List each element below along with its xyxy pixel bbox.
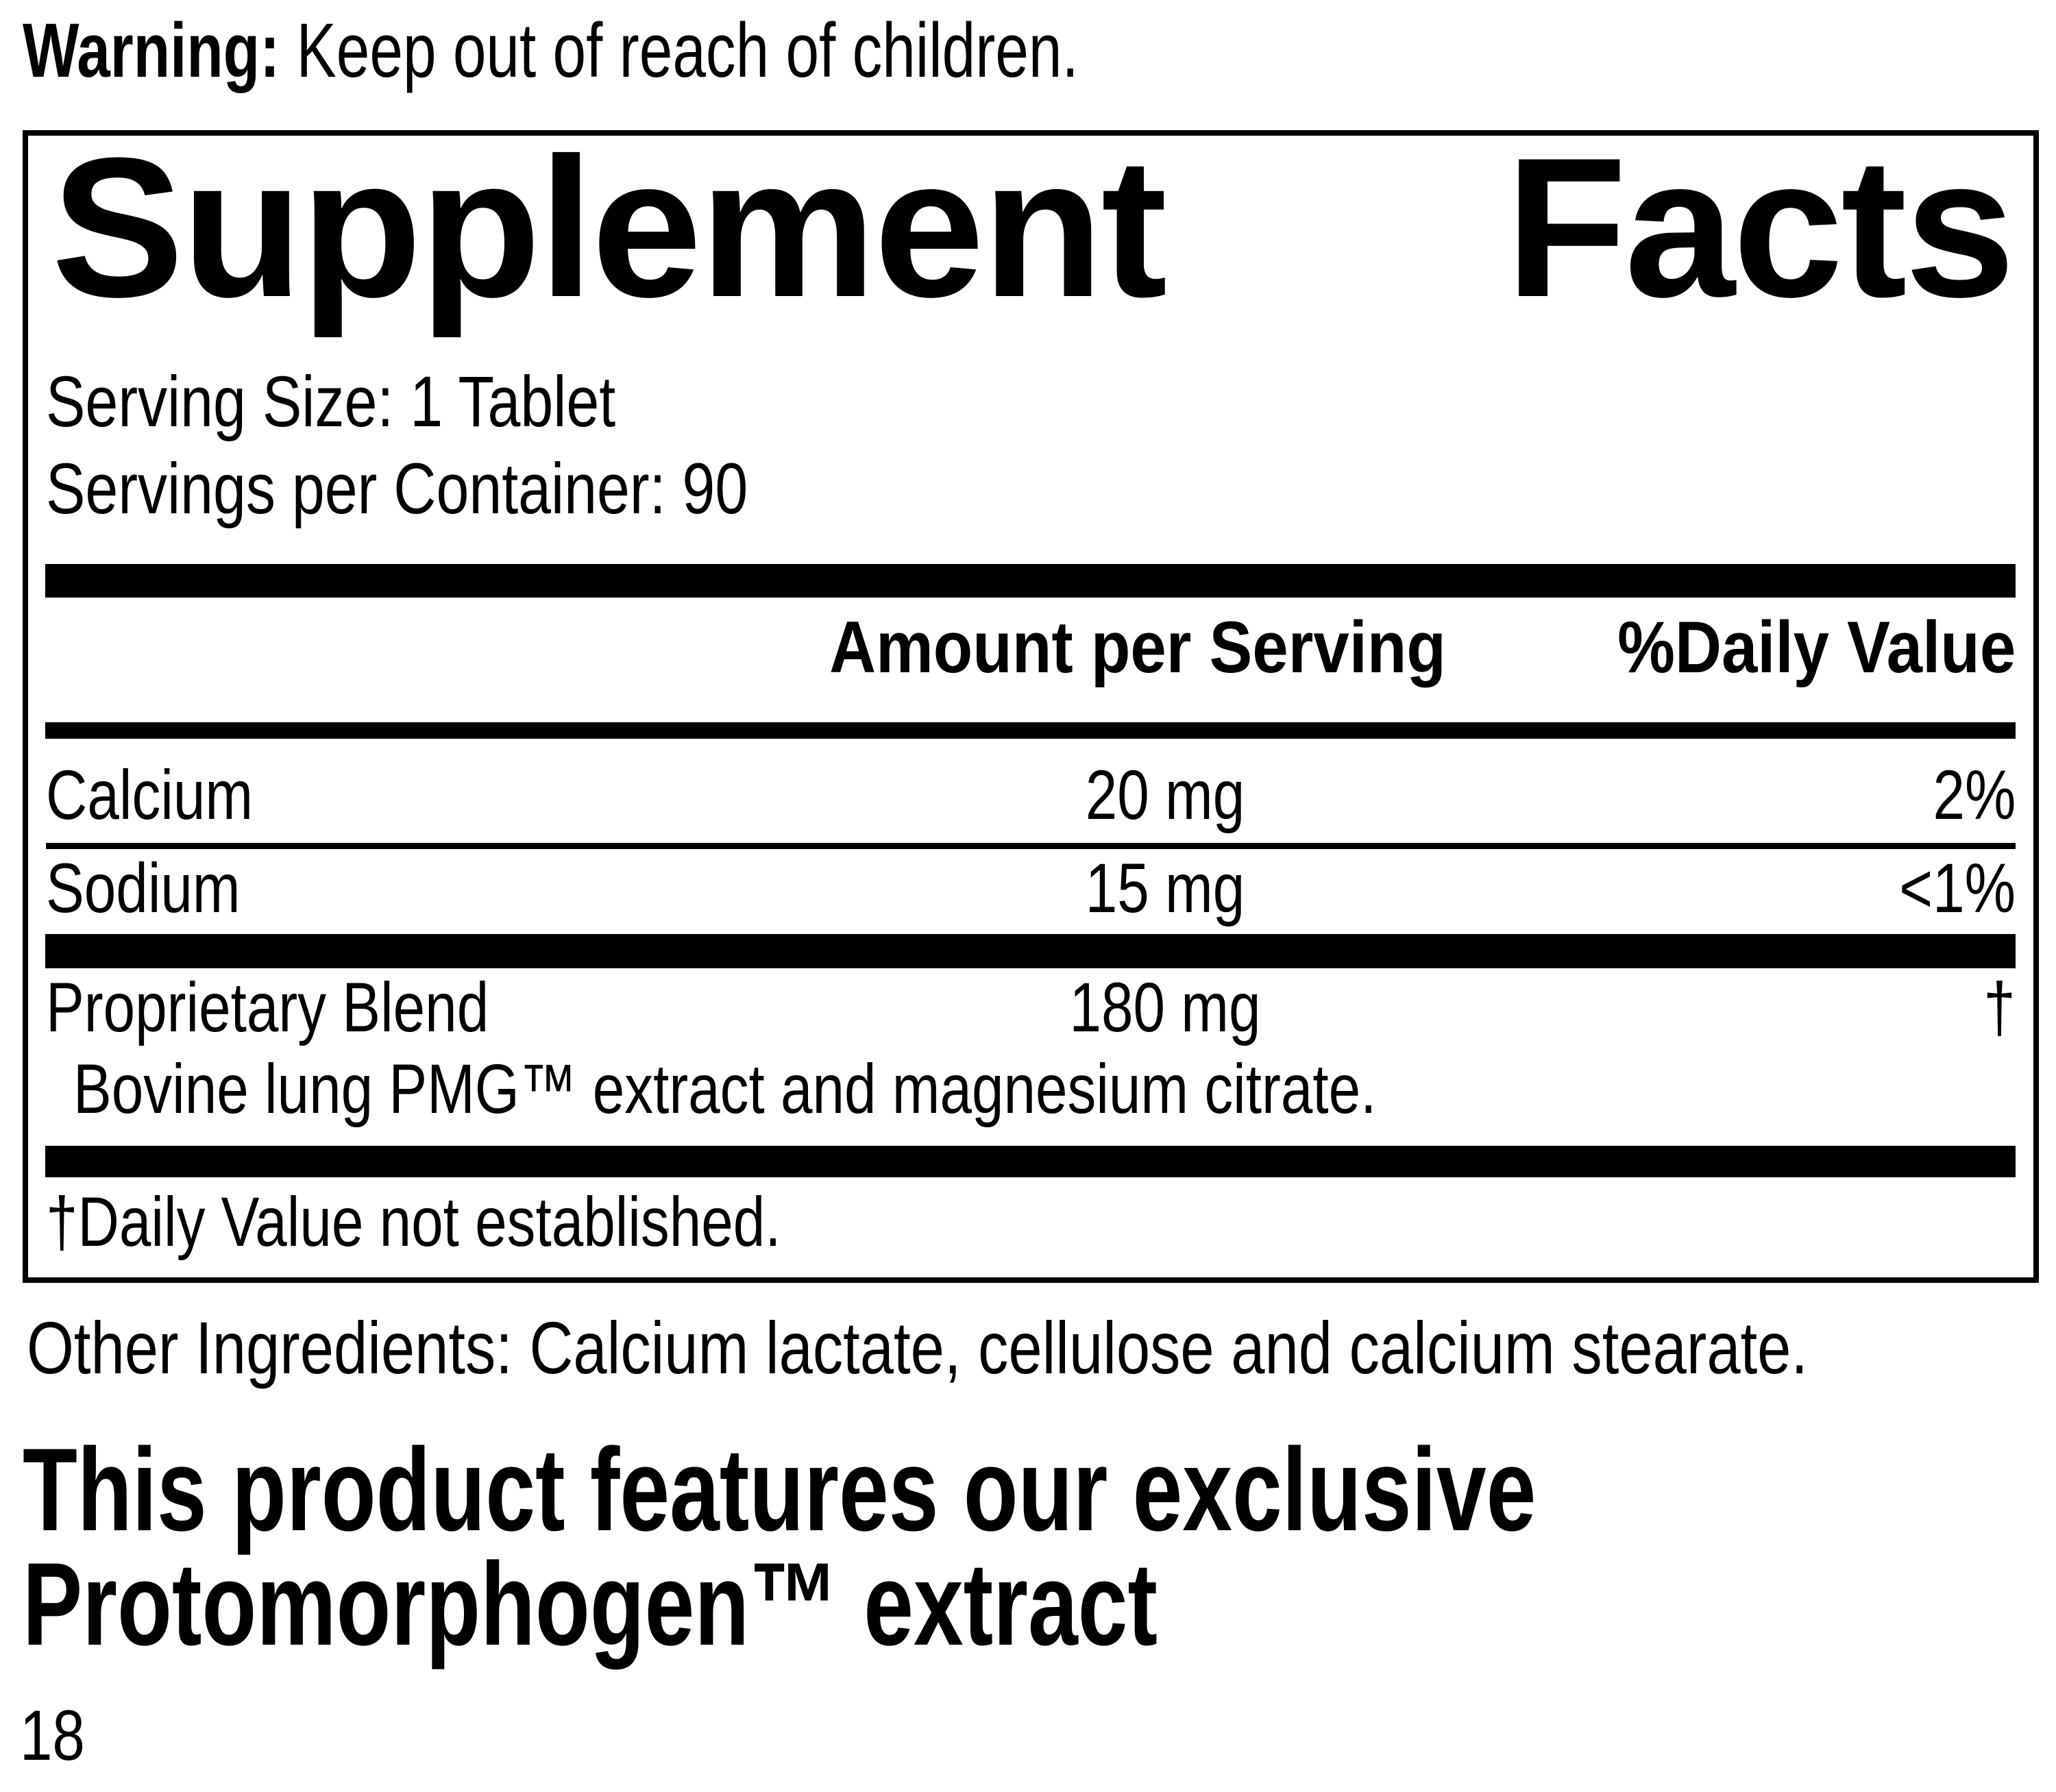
column-header-amount: Amount per Serving <box>829 606 1446 688</box>
nutrient-amount-calcium: 20 mg <box>1085 756 1245 834</box>
nutrient-dv-proprietary-blend: † <box>1983 968 2016 1046</box>
thick-rule-bottom <box>45 1146 2016 1177</box>
panel-title-word2: Facts <box>1505 116 2013 339</box>
supplement-facts-panel <box>23 116 2039 1283</box>
feature-heading-line1: This product features our exclusive <box>23 1424 1537 1556</box>
thick-rule-header <box>45 722 2016 739</box>
feature-heading-line2: Protomorphogen™ extract <box>23 1538 1158 1670</box>
nutrient-dv-sodium: <1% <box>1899 849 2016 927</box>
nutrient-amount-sodium: 15 mg <box>1085 849 1245 927</box>
daily-value-footnote: †Daily Value not established. <box>46 1183 781 1261</box>
other-ingredients-line: Other Ingredients: Calcium lactate, cellulose and calcium stearate. <box>27 1306 1809 1389</box>
nutrient-name-sodium: Sodium <box>46 849 241 927</box>
nutrient-dv-calcium: 2% <box>1933 756 2016 834</box>
warning-text: Keep out of reach of children. <box>280 8 1079 93</box>
panel-title <box>51 116 2013 339</box>
serving-size-line: Serving Size: 1 Tablet <box>46 362 616 442</box>
nutrient-name-calcium: Calcium <box>46 756 254 834</box>
nutrient-name-proprietary-blend: Proprietary Blend <box>46 968 489 1046</box>
thin-rule-divider <box>46 843 2016 849</box>
column-header-daily-value: %Daily Value <box>1617 606 2016 688</box>
servings-per-container-line: Servings per Container: 90 <box>46 449 748 529</box>
proprietary-blend-detail: Bovine lung PMG™ extract and magnesium citrate. <box>73 1050 1377 1128</box>
page-number: 18 <box>20 1696 85 1776</box>
warning-label: Warning: <box>23 8 280 93</box>
thick-rule-top <box>45 564 2016 598</box>
thick-rule-middle <box>45 934 2016 968</box>
warning-line <box>23 8 1376 93</box>
panel-title-word1: Supplement <box>51 116 1165 339</box>
nutrient-amount-proprietary-blend: 180 mg <box>1069 968 1261 1046</box>
